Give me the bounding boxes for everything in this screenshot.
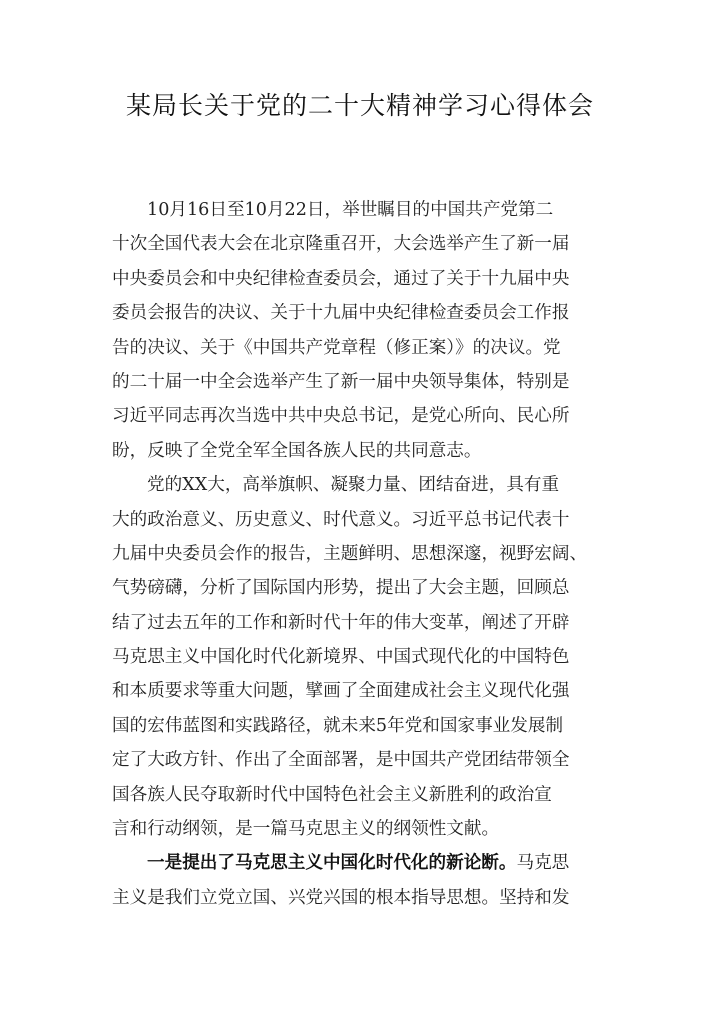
paragraph-1	[112, 193, 612, 468]
paragraph-line: 气势磅礴，分析了国际国内形势，提出了大会主题，回顾总	[112, 578, 570, 599]
paragraph-2	[112, 468, 612, 846]
paragraph-line: 告的决议、关于《中国共产党章程（修正案）》的决议。党	[112, 337, 561, 358]
paragraph-line: 九届中央委员会作的报告，主题鲜明、思想深邃，视野宏阔、	[112, 543, 588, 564]
paragraph-line: 10月16日至10月22日，举世瞩目的中国共产党第二	[147, 200, 554, 220]
paragraph-lead-line	[112, 846, 612, 880]
paragraph-line: 国的宏伟蓝图和实践路径，就未来5年党和国家事业发展制	[112, 715, 564, 736]
paragraph-line: 盼，反映了全党全军全国各族人民的共同意志。	[112, 440, 482, 461]
document-body	[112, 193, 612, 915]
paragraph-line: 十次全国代表大会在北京隆重召开，大会选举产生了新一届	[112, 234, 570, 255]
document-title: 某局长关于党的二十大精神学习心得体会	[125, 91, 594, 120]
paragraph-line: 国各族人民夺取新时代中国特色社会主义新胜利的政治宣	[112, 784, 552, 805]
paragraph-line: 习近平同志再次当选中共中央总书记，是党心所向、民心所	[112, 406, 570, 427]
paragraph-line: 结了过去五年的工作和新时代十年的伟大变革，阐述了开辟	[112, 612, 570, 633]
paragraph-line: 中央委员会和中央纪律检查委员会，通过了关于十九届中央	[112, 268, 570, 289]
paragraph-lead-bold: 一是提出了马克思主义中国化时代化的新论断。	[147, 853, 517, 874]
paragraph-line: 马克思主义中国化时代化新境界、中国式现代化的中国特色	[112, 647, 570, 668]
paragraph-line: 大的政治意义、历史意义、时代意义。习近平总书记代表十	[112, 509, 570, 530]
paragraph-line: 委员会报告的决议、关于十九届中央纪律检查委员会工作报	[112, 303, 570, 324]
paragraph-3	[112, 846, 612, 915]
paragraph-line: 党的XX大，高举旗帜、凝聚力量、团结奋进，具有重	[147, 475, 560, 496]
paragraph-line: 主义是我们立党立国、兴党兴国的根本指导思想。坚持和发	[112, 887, 570, 908]
paragraph-line: 定了大政方针、作出了全面部署，是中国共产党团结带领全	[112, 750, 570, 771]
paragraph-line: 言和行动纲领，是一篇马克思主义的纲领性文献。	[112, 819, 500, 840]
paragraph-line: 的二十届一中全会选举产生了新一届中央领导集体，特别是	[112, 371, 570, 392]
paragraph-line: 和本质要求等重大问题，擘画了全面建成社会主义现代化强	[112, 681, 570, 702]
paragraph-lead-rest: 马克思	[516, 853, 570, 874]
